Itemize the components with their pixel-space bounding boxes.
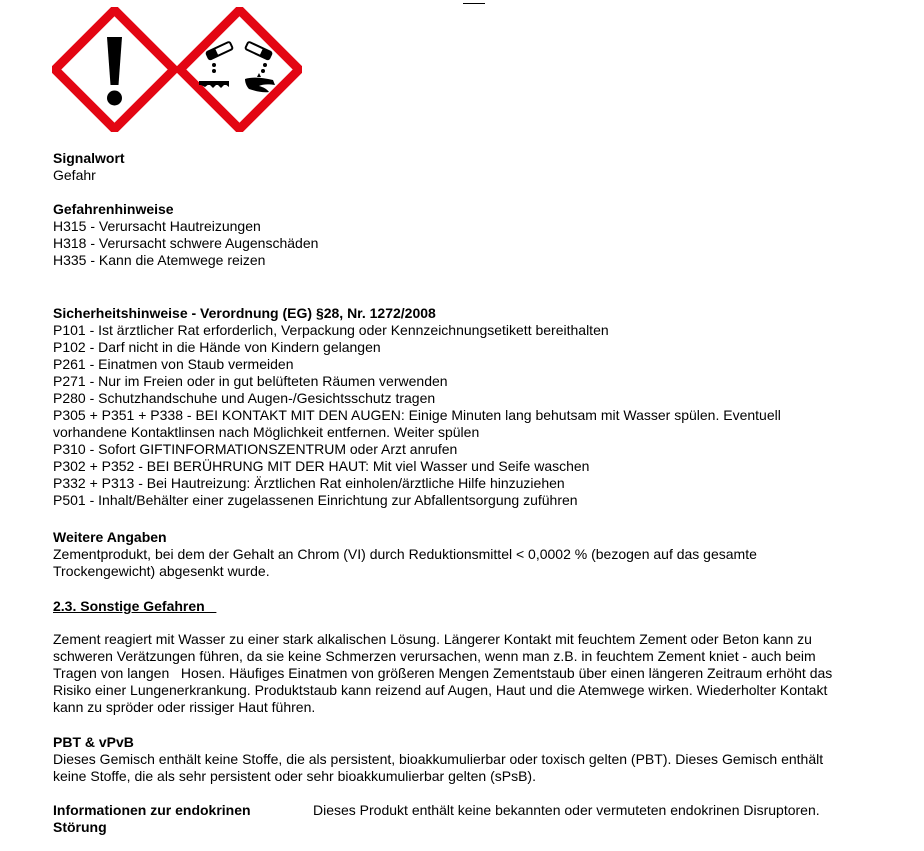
paragraph-line: Zement reagiert mit Wasser zu einer stark alkalischen Lösung. Längerer Kontakt mit feuchtem Zement oder Beton kann zu [53,631,812,647]
other-hazards-section [53,598,873,615]
pbt-text: Dieses Gemisch enthält keine Stoffe, die als persistent, bioakkumulierbar oder toxisch gelten (PBT). Dieses Gemisch enthält [53,751,824,767]
hazard-statement: H335 - Kann die Atemwege reizen [53,252,266,268]
top-rule [463,3,485,4]
signal-word-section [53,150,873,184]
signal-word-value: Gefahr [53,167,96,183]
pbt-section [53,734,873,785]
pbt-text: keine Stoffe, die als sehr persistent oder sehr bioakkumulierbar gelten (sPsB). [53,768,536,784]
hazard-statement: H315 - Verursacht Hautreizungen [53,218,261,234]
paragraph-line: kann zu spröder oder rissiger Haut führen. [53,699,316,715]
pbt-heading: PBT & vPvB [53,734,134,750]
endocrine-label-line: Informationen zur endokrinen [53,802,251,818]
signal-word-heading: Signalwort [53,150,125,166]
precautionary-statement: P332 + P313 - Bei Hautreizung: Ärztlichen Rat einholen/ärztliche Hilfe hinzuziehen [53,475,565,491]
endocrine-value: Dieses Produkt enthält keine bekannten oder vermuteten endokrinen Disruptoren. [313,802,820,818]
further-information-heading: Weitere Angaben [53,529,167,545]
hazard-statements-heading: Gefahrenhinweise [53,201,174,217]
corrosion-icon [177,7,302,132]
precautionary-statements-heading: Sicherheitshinweise - Verordnung (EG) §28, Nr. 1272/2008 [53,305,436,321]
further-information-text: Zementprodukt, bei dem der Gehalt an Chrom (VI) durch Reduktionsmittel < 0,0002 % (bezogen auf das gesamte [53,546,757,562]
precautionary-statements-section [53,305,873,509]
precautionary-statement: P102 - Darf nicht in die Hände von Kindern gelangen [53,339,381,355]
endocrine-label [53,802,283,836]
hazard-statements-section [53,201,873,269]
further-information-section [53,529,873,580]
exclamation-mark-icon [52,7,177,132]
precautionary-statement: P302 + P352 - BEI BERÜHRUNG MIT DER HAUT: Mit viel Wasser und Seife waschen [53,458,590,474]
precautionary-statement: P271 - Nur im Freien oder in gut belüfteten Räumen verwenden [53,373,448,389]
other-hazards-text [53,631,873,716]
precautionary-statement: P280 - Schutzhandschuhe und Augen-/Gesichtsschutz tragen [53,390,436,406]
precautionary-statement: P501 - Inhalt/Behälter einer zugelassenen Einrichtung zur Abfallentsorgung zuführen [53,492,578,508]
endocrine-label-line: Störung [53,819,107,835]
paragraph-line: Tragen von langen Hosen. Häufiges Einatmen von größeren Mengen Zementstaub über einen längeren Zeitraum erhöht das [53,665,833,681]
precautionary-statement: P310 - Sofort GIFTINFORMATIONSZENTRUM oder Arzt anrufen [53,441,458,457]
precautionary-statement: P261 - Einatmen von Staub vermeiden [53,356,294,372]
precautionary-statement: P305 + P351 + P338 - BEI KONTAKT MIT DEN AUGEN: Einige Minuten lang behutsam mit Wasser spülen. Eventuell [53,407,781,423]
further-information-text: Trockengewicht) abgesenkt wurde. [53,563,270,579]
precautionary-statement: vorhandene Kontaktlinsen nach Möglichkeit entfernen. Weiter spülen [53,424,480,440]
paragraph-line: schweren Verätzungen führen, da sie keine Schmerzen verursachen, wenn man z.B. in feuchtem Zement kniet - auch beim [53,648,816,664]
paragraph-line: Risiko einer Lungenerkrankung. Produktstaub kann reizend auf Augen, Haut und die Atemwege wirken. Wiederholter Kontakt [53,682,828,698]
other-hazards-title: 2.3. Sonstige Gefahren [53,598,217,614]
hazard-statement: H318 - Verursacht schwere Augenschäden [53,235,319,251]
precautionary-statement: P101 - Ist ärztlicher Rat erforderlich, Verpackung oder Kennzeichnungsetikett bereithalten [53,322,609,338]
